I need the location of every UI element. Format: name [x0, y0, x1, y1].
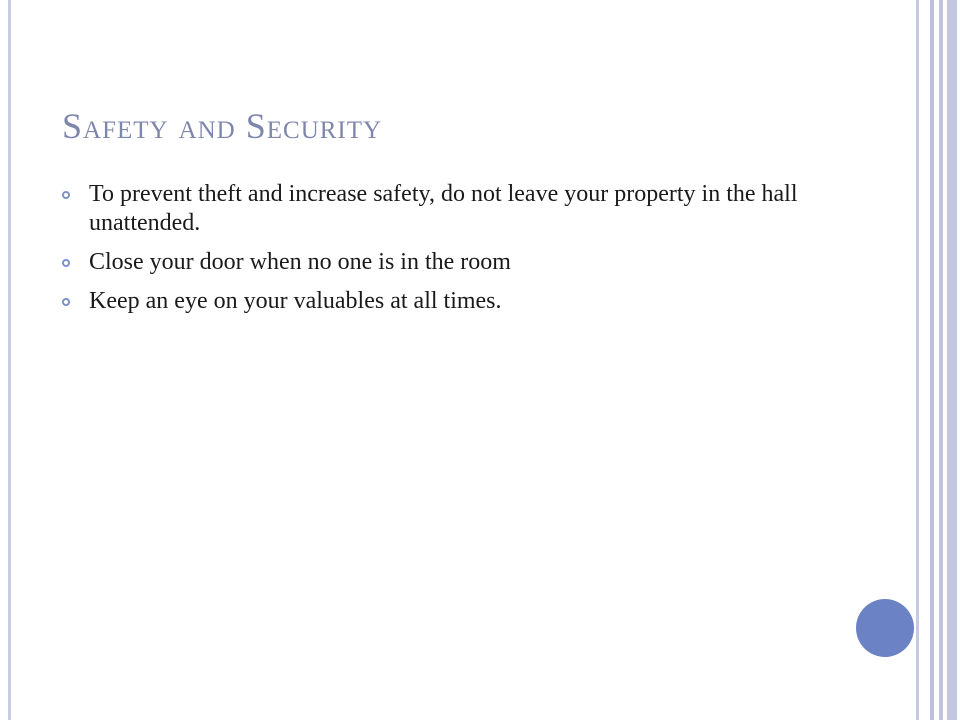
slide-title: Safety and Security [62, 106, 383, 146]
ring-bullet-icon [62, 191, 70, 199]
ring-bullet-icon [62, 298, 70, 306]
accent-circle [856, 599, 914, 657]
left-border-rule [8, 0, 11, 720]
bullet-item [62, 287, 842, 316]
right-edge-stripe [947, 0, 957, 720]
ring-bullet-icon [62, 259, 70, 267]
bullet-text: Keep an eye on your valuables at all times. [89, 288, 502, 314]
bullet-item [62, 248, 842, 277]
bullet-item [62, 180, 842, 238]
bullet-text: Close your door when no one is in the room [89, 249, 511, 275]
right-edge-gap [919, 0, 930, 720]
bullet-list [62, 180, 842, 326]
bullet-text: To prevent theft and increase safety, do not leave your property in the hall unattended. [89, 181, 798, 236]
